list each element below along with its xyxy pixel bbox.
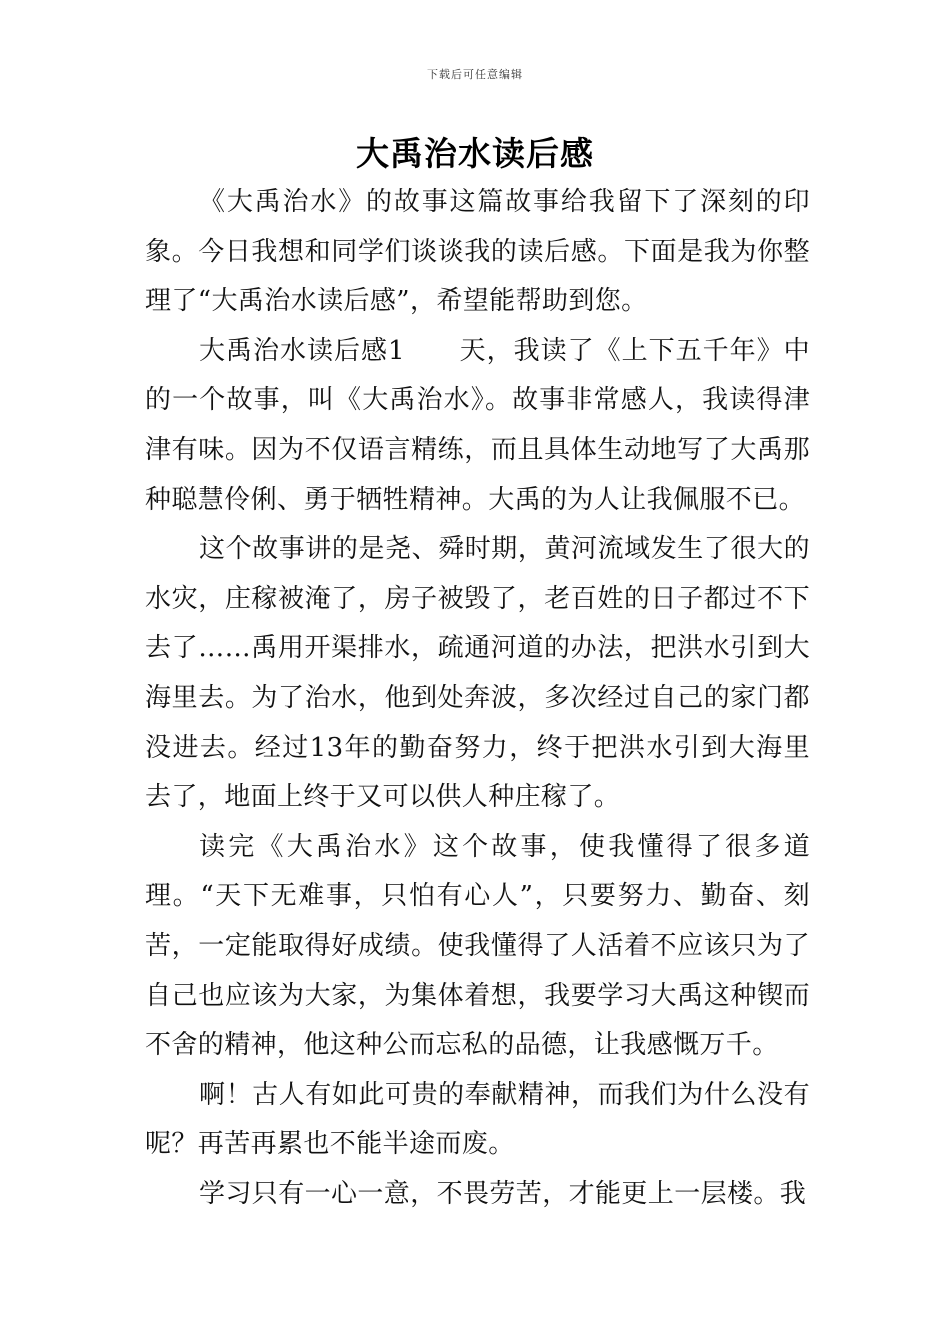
document-title: 大禹治水读后感: [356, 134, 594, 173]
paragraph-intro: 《大禹治水》的故事这篇故事给我留下了深刻的印象。今日我想和同学们谈谈我的读后感。下面是我为你整理了“大禹治水读后感”，希望能帮助到您。: [145, 187, 810, 317]
header-note: 下载后可任意编辑: [427, 68, 523, 81]
paragraph-exclamation: 啊！古人有如此可贵的奉献精神，而我们为什么没有呢？再苦再累也不能半途而废。: [145, 1079, 810, 1160]
paragraph-reflection-1: 大禹治水读后感1 天，我读了《上下五千年》中的一个故事，叫《大禹治水》。故事非常感人，我读得津津有味。因为不仅语言精练，而且具体生动地写了大禹那种聪慧伶俐、勇于牺牲精神。大禹的为人让我佩服不已。: [145, 335, 810, 515]
document-body: [145, 178, 810, 1219]
paragraph-story-summary: 这个故事讲的是尧、舜时期，黄河流域发生了很大的水灾，庄稼被淹了，房子被毁了，老百姓的日子都过不下去了……禹用开渠排水，疏通河道的办法，把洪水引到大海里去。为了治水，他到处奔波，多次经过自己的家门都没进去。经过13年的勤奋努力，终于把洪水引到大海里去了，地面上终于又可以供人种庄稼了。: [145, 534, 810, 813]
paragraph-lessons: 读完《大禹治水》这个故事，使我懂得了很多道理。“天下无难事，只怕有心人”，只要努力、勤奋、刻苦，一定能取得好成绩。使我懂得了人活着不应该只为了自己也应该为大家，为集体着想，我要学习大禹这种锲而不舍的精神，他这种公而忘私的品德，让我感慨万千。: [145, 831, 810, 1061]
paragraph-study: 学习只有一心一意，不畏劳苦，才能更上一层楼。我: [199, 1178, 807, 1209]
